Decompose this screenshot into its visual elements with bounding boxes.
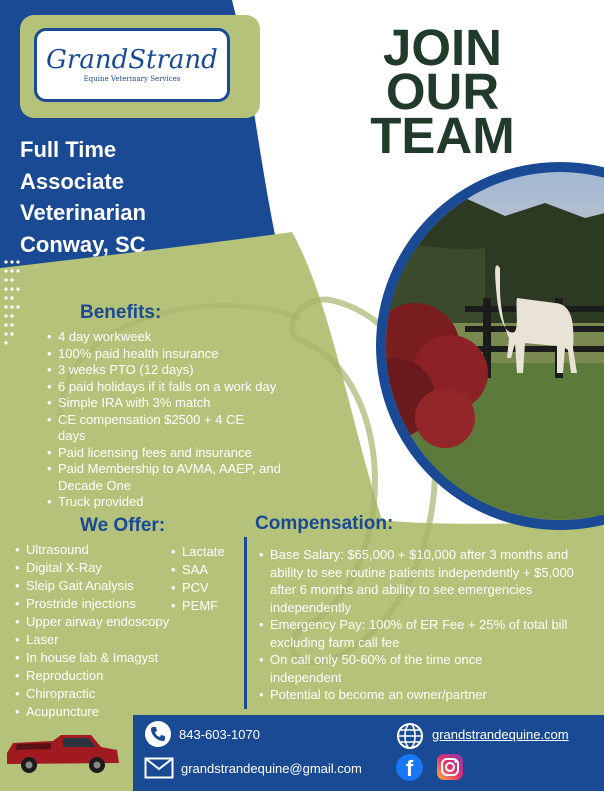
- list-item: • 4 day workweek: [47, 329, 317, 346]
- list-item: • 6 paid holidays if it falls on a work day: [47, 379, 317, 396]
- truck-image: [3, 733, 123, 778]
- list-item: • In house lab & Imagyst: [15, 649, 215, 667]
- list-item: • Digital X-Ray: [15, 559, 215, 577]
- list-item: • Lactate: [171, 543, 251, 561]
- list-item: • Sleip Gait Analysis: [15, 577, 215, 595]
- headline-line-1: JOIN: [382, 19, 503, 76]
- section-divider: [244, 537, 247, 709]
- list-item: • Chiropractic: [15, 685, 215, 703]
- phone-icon: [145, 721, 171, 747]
- globe-icon: [396, 722, 424, 750]
- headline-line-3: TEAM: [370, 107, 515, 164]
- job-line-2: Associate: [20, 168, 124, 194]
- job-line-1: Full Time: [20, 137, 117, 162]
- list-item: • PEMF: [171, 597, 251, 615]
- email-link[interactable]: grandstrandequine@gmail.com: [181, 761, 362, 776]
- list-item: • CE compensation $2500 + 4 CE days: [47, 412, 248, 445]
- compensation-list: [259, 546, 594, 704]
- compensation-heading: Compensation:: [255, 513, 394, 534]
- website-link[interactable]: grandstrandequine.com: [432, 727, 569, 742]
- envelope-icon: [144, 757, 174, 779]
- list-item: • Acupuncture: [15, 703, 215, 721]
- list-item: • Upper airway endoscopy: [15, 613, 215, 631]
- list-item: • 100% paid health insurance: [47, 346, 317, 363]
- join-our-team-heading: [355, 19, 530, 164]
- list-item: • On call only 50-60% of the time once independent: [259, 651, 530, 686]
- list-item: • Ultrasound: [15, 541, 215, 559]
- list-item: • Paid Membership to AVMA, AAEP, and Decade One: [47, 461, 313, 494]
- list-item: • Simple IRA with 3% match: [47, 395, 317, 412]
- logo-name: GrandStrand: [46, 45, 218, 75]
- facebook-icon[interactable]: f: [396, 754, 423, 781]
- list-item: • Emergency Pay: 100% of ER Fee + 25% of total bill excluding farm call fee: [259, 616, 592, 651]
- list-item: • Base Salary: $65,000 + $10,000 after 3 months and ability to see routine patients independently + $5,000 after 6 months and ability to see emergencies independently: [259, 546, 592, 616]
- list-item: • Prostride injections: [15, 595, 215, 613]
- job-location: Conway, SC: [20, 231, 146, 257]
- instagram-icon[interactable]: [436, 753, 464, 781]
- offer-list-2: [171, 543, 251, 615]
- list-item: • 3 weeks PTO (12 days): [47, 362, 317, 379]
- job-line-3: Veterinarian: [20, 200, 146, 225]
- list-item: • Potential to become an owner/partner: [259, 686, 594, 704]
- we-offer-heading: We Offer:: [80, 515, 166, 536]
- logo: [34, 28, 230, 102]
- benefits-heading: Benefits:: [80, 302, 162, 323]
- list-item: • Laser: [15, 631, 215, 649]
- list-item: • PCV: [171, 579, 251, 597]
- list-item: • Reproduction: [15, 667, 215, 685]
- list-item: • Truck provided: [47, 494, 317, 511]
- phone-link[interactable]: 843-603-1070: [179, 727, 260, 742]
- job-title: [20, 134, 146, 260]
- headline-line-2: OUR: [385, 63, 500, 120]
- horse-photo: [365, 158, 604, 538]
- logo-subtitle: Equine Veterinary Services: [83, 75, 181, 83]
- benefits-list: [47, 329, 317, 511]
- list-item: • SAA: [171, 561, 251, 579]
- list-item: • Paid licensing fees and insurance: [47, 445, 317, 462]
